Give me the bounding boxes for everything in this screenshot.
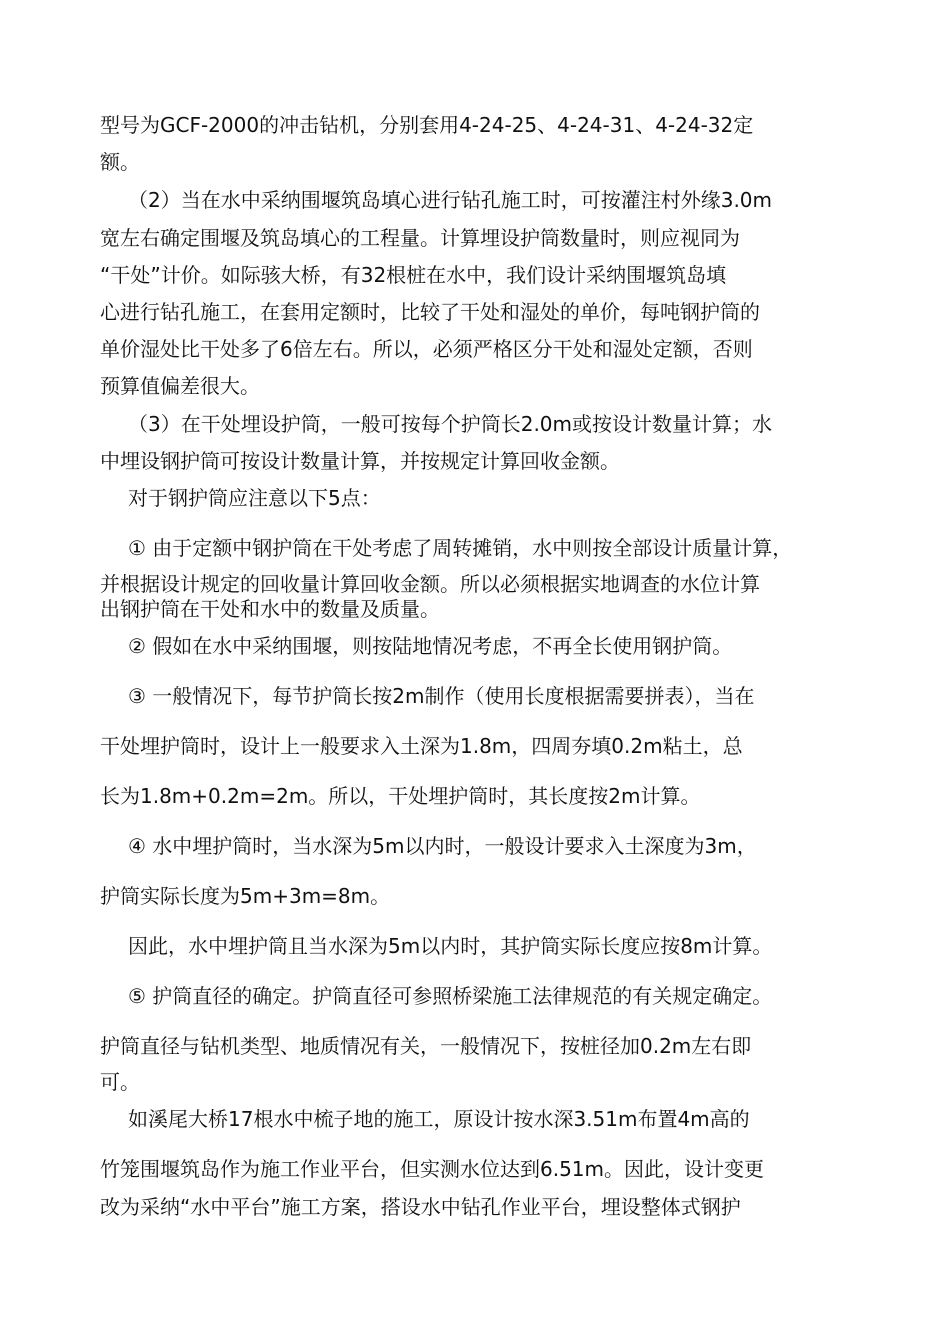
text-line: 可。 — [100, 1070, 140, 1094]
text-line: ④ 水中埋护筒时，当水深为5m以内时，一般设计要求入土深度为3m， — [128, 834, 757, 858]
text-line: 护筒直径与钻机类型、地质情况有关，一般情况下，按桩径加0.2m左右即 — [100, 1034, 752, 1058]
text-line: “干处”计价。如际骇大桥，有32根桩在水中，我们设计采纳围堰筑岛填 — [100, 263, 727, 287]
text-line: ② 假如在水中采纳围堰，则按陆地情况考虑，不再全长使用钢护筒。 — [128, 634, 733, 658]
text-line: 对于钢护筒应注意以下5点： — [128, 486, 381, 510]
text-line: 干处埋护筒时，设计上一般要求入土深为1.8m，四周夯填0.2m粘土，总 — [100, 734, 743, 758]
text-line: （3）在干处埋设护筒，一般可按每个护筒长2.0m或按设计数量计算；水 — [128, 412, 773, 436]
text-line: 因此，水中埋护筒且当水深为5m以内时，其护筒实际长度应按8m计算。 — [128, 934, 773, 958]
text-line: ③ 一般情况下，每节护筒长按2m制作（使用长度根据需要拼表），当在 — [128, 684, 755, 708]
text-line: 心进行钻孔施工，在套用定额时，比较了干处和湿处的单价，每吨钢护筒的 — [100, 300, 760, 324]
text-line: 型号为GCF-2000的冲击钻机，分别套用4-24-25、4-24-31、4-24-32定 — [100, 113, 754, 137]
text-line: ⑤ 护筒直径的确定。护筒直径可参照桥梁施工法律规范的有关规定确定。 — [128, 984, 773, 1008]
text-line: 护筒实际长度为5m+3m=8m。 — [100, 884, 391, 908]
text-line: 出钢护筒在干处和水中的数量及质量。 — [100, 597, 440, 621]
text-line: 长为1.8m+0.2m=2m。所以，干处埋护筒时，其长度按2m计算。 — [100, 784, 701, 808]
text-line: 竹笼围堰筑岛作为施工作业平台，但实测水位达到6.51m。因此，设计变更 — [100, 1157, 765, 1181]
text-line: 改为采纳“水中平台”施工方案，搭设水中钻孔作业平台，埋设整体式钢护 — [100, 1195, 741, 1219]
text-line: 中埋设钢护筒可按设计数量计算，并按规定计算回收金额。 — [100, 449, 620, 473]
text-line: 额。 — [100, 150, 140, 174]
text-line: 如溪尾大桥17根水中梳子地的施工，原设计按水深3.51m布置4m高的 — [128, 1107, 750, 1131]
text-line: （2）当在水中采纳围堰筑岛填心进行钻孔施工时，可按灌注村外缘3.0m — [128, 188, 773, 212]
text-line: 预算值偏差很大。 — [100, 374, 260, 398]
text-line: 单价湿处比干处多了6倍左右。所以，必须严格区分干处和湿处定额，否则 — [100, 337, 753, 361]
text-line: 并根据设计规定的回收量计算回收金额。所以必须根据实地调查的水位计算 — [100, 572, 760, 596]
text-line: ① 由于定额中钢护筒在干处考虑了周转摊销，水中则按全部设计质量计算， — [128, 536, 793, 560]
text-line: 宽左右确定围堰及筑岛填心的工程量。计算埋设护筒数量时，则应视同为 — [100, 226, 740, 250]
